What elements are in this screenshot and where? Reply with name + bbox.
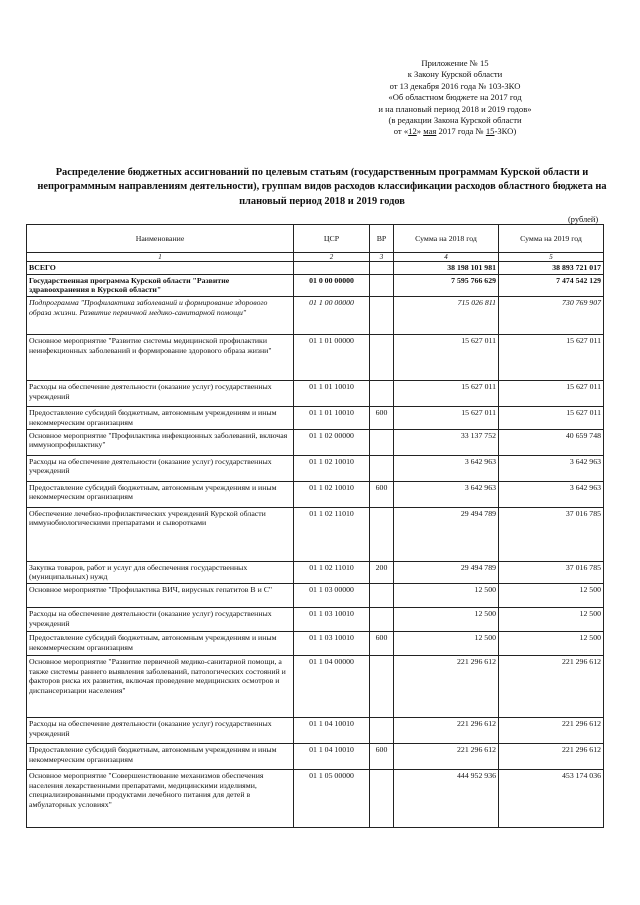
cell-vr	[370, 607, 394, 631]
cell-name: Расходы на обеспечение деятельности (оказание услуг) государственных учреждений	[27, 381, 294, 407]
cell-amount-2018: 12 500	[394, 607, 499, 631]
cell-amount-2019: 38 893 721 017	[499, 262, 604, 275]
cell-name: Основное мероприятие "Совершенствование механизмов обеспечения населения лекарственными препаратами, медицинскими изделиями, специализированными продуктами лечебного питания для детей в амбулаторных условиях"	[27, 769, 294, 827]
cell-amount-2019: 15 627 011	[499, 381, 604, 407]
cell-csr: 01 1 01 10010	[294, 407, 370, 429]
cell-vr	[370, 274, 394, 296]
table-row	[27, 607, 604, 631]
table-row	[27, 507, 604, 561]
cell-name: Основное мероприятие "Развитие первичной медико-санитарной помощи, а также системы раннего выявления заболеваний, патологических состояний и факторов риска их развития, включая проведение медицинских осмотров и диспансеризации населения"	[27, 655, 294, 717]
cell-amount-2019: 37 016 785	[499, 561, 604, 583]
table-row	[27, 297, 604, 335]
table-row	[27, 561, 604, 583]
table-row	[27, 717, 604, 743]
table-row	[27, 407, 604, 429]
cell-name: Предоставление субсидий бюджетным, автономным учреждениям и иным некоммерческим организациям	[27, 631, 294, 655]
column-index-row	[27, 253, 604, 262]
cell-amount-2018: 12 500	[394, 631, 499, 655]
cell-csr: 01 1 03 10010	[294, 631, 370, 655]
table-row	[27, 429, 604, 455]
cell-amount-2019: 221 296 612	[499, 743, 604, 769]
cell-vr	[370, 297, 394, 335]
cell-csr: 01 1 04 10010	[294, 743, 370, 769]
cell-vr	[370, 429, 394, 455]
table-row	[27, 583, 604, 607]
cell-amount-2019: 15 627 011	[499, 407, 604, 429]
cell-amount-2019: 37 016 785	[499, 507, 604, 561]
cell-name: Предоставление субсидий бюджетным, автономным учреждениям и иным некоммерческим организациям	[27, 481, 294, 507]
document-title: Распределение бюджетных ассигнований по целевым статьям (государственным программам Курской области и непрограммным направлениям деятельности), группам видов расходов классификации расходов областного бюджета на плановый период 2018 и 2019 годов	[37, 167, 607, 207]
cell-vr: 600	[370, 481, 394, 507]
cell-csr: 01 1 01 00000	[294, 335, 370, 381]
cell-csr	[294, 262, 370, 275]
cell-amount-2018: 29 494 789	[394, 561, 499, 583]
cell-amount-2018: 221 296 612	[394, 743, 499, 769]
column-index: 2	[294, 253, 370, 262]
cell-vr	[370, 455, 394, 481]
cell-name: Предоставление субсидий бюджетным, автономным учреждениям и иным некоммерческим организациям	[27, 407, 294, 429]
cell-amount-2019: 7 474 542 129	[499, 274, 604, 296]
table-row	[27, 335, 604, 381]
cell-amount-2018: 15 627 011	[394, 335, 499, 381]
column-header-vr: ВР	[370, 225, 394, 253]
cell-csr: 01 1 04 10010	[294, 717, 370, 743]
cell-amount-2018: 444 952 936	[394, 769, 499, 827]
amendment-mid: 2017 года №	[436, 126, 486, 137]
cell-amount-2019: 12 500	[499, 607, 604, 631]
table-row	[27, 381, 604, 407]
cell-amount-2019: 15 627 011	[499, 335, 604, 381]
cell-amount-2018: 3 642 963	[394, 455, 499, 481]
cell-vr	[370, 717, 394, 743]
amendment-prefix: от «	[393, 126, 409, 137]
cell-name: Расходы на обеспечение деятельности (оказание услуг) государственных учреждений	[27, 455, 294, 481]
cell-vr: 600	[370, 631, 394, 655]
cell-csr: 01 1 02 10010	[294, 481, 370, 507]
cell-vr	[370, 769, 394, 827]
cell-amount-2019: 453 174 036	[499, 769, 604, 827]
cell-vr	[370, 381, 394, 407]
cell-amount-2019: 40 659 748	[499, 429, 604, 455]
cell-amount-2019: 3 642 963	[499, 455, 604, 481]
cell-amount-2018: 15 627 011	[394, 407, 499, 429]
amendment-suffix: -ЗКО)	[494, 126, 517, 137]
cell-name: Основное мероприятие "Профилактика инфекционных заболеваний, включая иммунопрофилактику"	[27, 429, 294, 455]
table-row	[27, 743, 604, 769]
units-label: (рублей)	[568, 215, 599, 224]
cell-name: Основное мероприятие "Развитие системы медицинской профилактики неинфекционных заболеваний и формирование здорового образа жизни"	[27, 335, 294, 381]
amendment-day: 12	[408, 126, 417, 137]
amendment-number: 15	[485, 126, 495, 137]
cell-amount-2018: 715 026 811	[394, 297, 499, 335]
cell-vr: 600	[370, 743, 394, 769]
appendix-header	[340, 58, 570, 138]
header-line: (в редакции Закона Курской области	[388, 115, 522, 126]
amendment-mid: »	[416, 126, 424, 137]
cell-csr: 01 1 01 10010	[294, 381, 370, 407]
cell-vr	[370, 655, 394, 717]
cell-amount-2018: 221 296 612	[394, 717, 499, 743]
cell-amount-2019: 12 500	[499, 583, 604, 607]
cell-csr: 01 1 04 00000	[294, 655, 370, 717]
cell-amount-2018: 7 595 766 629	[394, 274, 499, 296]
cell-name: Расходы на обеспечение деятельности (оказание услуг) государственных учреждений	[27, 607, 294, 631]
table-row	[27, 481, 604, 507]
column-index: 5	[499, 253, 604, 262]
table-row	[27, 455, 604, 481]
table-row	[27, 274, 604, 296]
table-row	[27, 262, 604, 275]
column-header-2018: Сумма на 2018 год	[394, 225, 499, 253]
cell-csr: 01 1 02 10010	[294, 455, 370, 481]
cell-amount-2018: 33 137 752	[394, 429, 499, 455]
cell-vr	[370, 262, 394, 275]
cell-amount-2019: 12 500	[499, 631, 604, 655]
table-row	[27, 655, 604, 717]
cell-csr: 01 1 03 00000	[294, 583, 370, 607]
cell-name: Основное мероприятие "Профилактика ВИЧ, вирусных гепатитов В и С"	[27, 583, 294, 607]
cell-csr: 01 1 00 00000	[294, 297, 370, 335]
cell-amount-2019: 3 642 963	[499, 481, 604, 507]
cell-csr: 01 1 05 00000	[294, 769, 370, 827]
cell-name: Государственная программа Курской области "Развитие здравоохранения в Курской области"	[27, 274, 294, 296]
cell-amount-2019: 221 296 612	[499, 717, 604, 743]
table-header-row	[27, 225, 604, 253]
cell-amount-2018: 38 198 101 981	[394, 262, 499, 275]
budget-table	[26, 224, 604, 828]
amendment-month: мая	[423, 126, 437, 137]
header-line: «Об областном бюджете на 2017 год	[388, 92, 522, 103]
column-index: 3	[370, 253, 394, 262]
cell-csr: 01 1 02 11010	[294, 507, 370, 561]
cell-vr	[370, 335, 394, 381]
cell-csr: 01 0 00 00000	[294, 274, 370, 296]
header-line: Приложение № 15	[421, 58, 489, 68]
column-header-csr: ЦСР	[294, 225, 370, 253]
cell-amount-2019: 730 769 907	[499, 297, 604, 335]
cell-vr	[370, 583, 394, 607]
column-header-name: Наименование	[27, 225, 294, 253]
column-index: 1	[27, 253, 294, 262]
column-index: 4	[394, 253, 499, 262]
cell-name: Обеспечение лечебно-профилактических учреждений Курской области иммунобиологическими препаратами и сыворотками	[27, 507, 294, 561]
cell-vr	[370, 507, 394, 561]
cell-amount-2018: 221 296 612	[394, 655, 499, 717]
cell-name: Расходы на обеспечение деятельности (оказание услуг) государственных учреждений	[27, 717, 294, 743]
cell-amount-2018: 29 494 789	[394, 507, 499, 561]
cell-name: Подпрограмма "Профилактика заболеваний и формирование здорового образа жизни. Развитие первичной медико-санитарной помощи"	[27, 297, 294, 335]
header-line: к Закону Курской области	[407, 69, 503, 80]
header-line: от 13 декабря 2016 года № 103-ЗКО	[389, 80, 521, 91]
cell-name: ВСЕГО	[27, 262, 294, 275]
cell-amount-2018: 12 500	[394, 583, 499, 607]
cell-amount-2019: 221 296 612	[499, 655, 604, 717]
table-row	[27, 631, 604, 655]
table-row	[27, 769, 604, 827]
cell-amount-2018: 3 642 963	[394, 481, 499, 507]
cell-csr: 01 1 02 00000	[294, 429, 370, 455]
header-line-amendment	[340, 126, 570, 137]
cell-csr: 01 1 02 11010	[294, 561, 370, 583]
cell-vr: 200	[370, 561, 394, 583]
cell-name: Предоставление субсидий бюджетным, автономным учреждениям и иным некоммерческим организациям	[27, 743, 294, 769]
cell-amount-2018: 15 627 011	[394, 381, 499, 407]
cell-vr: 600	[370, 407, 394, 429]
cell-name: Закупка товаров, работ и услуг для обеспечения государственных (муниципальных) нужд	[27, 561, 294, 583]
column-header-2019: Сумма на 2019 год	[499, 225, 604, 253]
cell-csr: 01 1 03 10010	[294, 607, 370, 631]
header-line: и на плановый период 2018 и 2019 годов»	[378, 103, 532, 114]
